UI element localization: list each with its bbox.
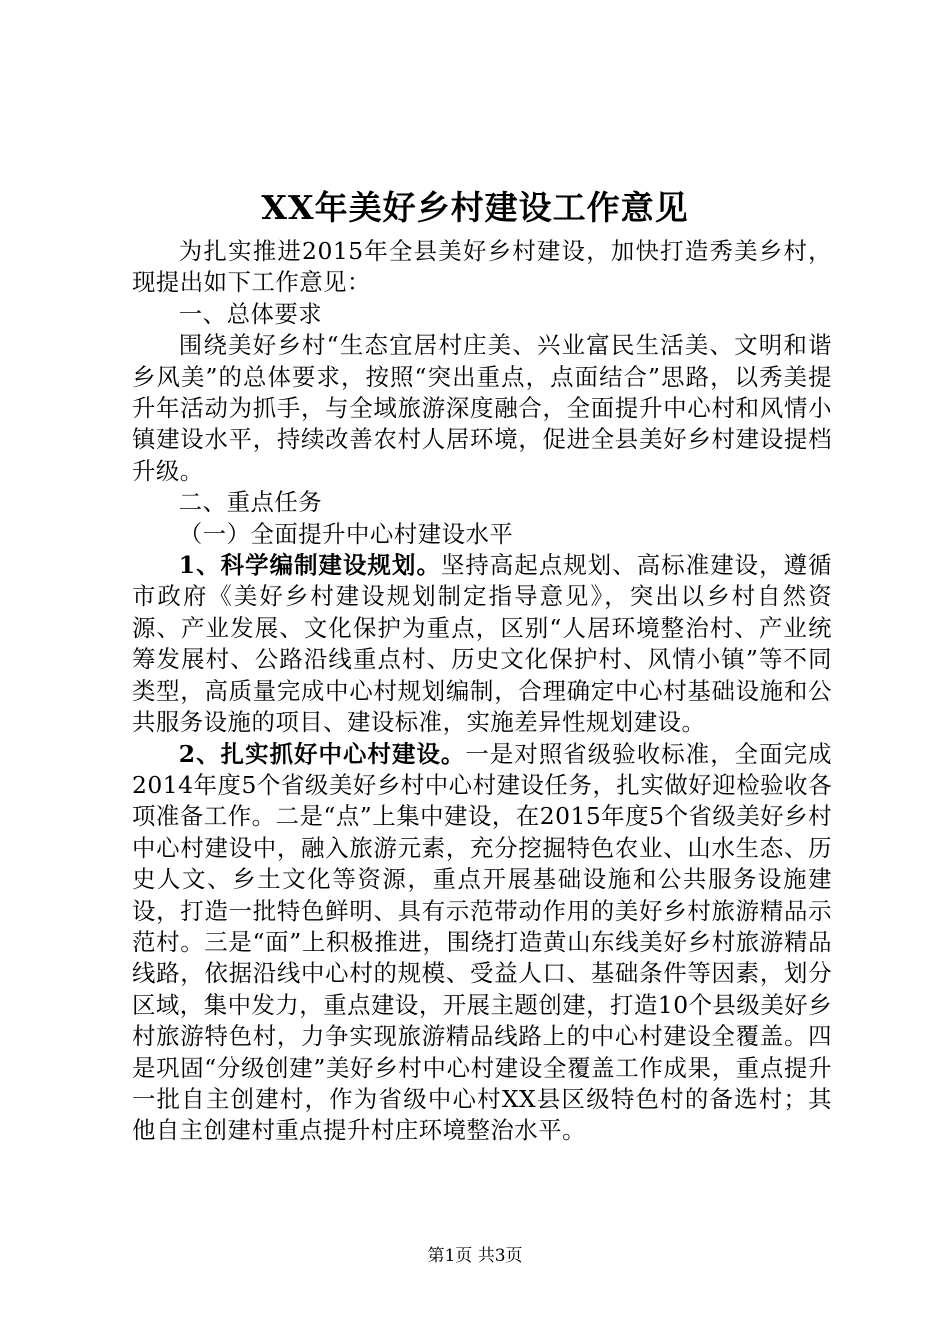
document-body xyxy=(132,236,832,1147)
intro-paragraph: 为扎实推进2015年全县美好乡村建设，加快打造秀美乡村，现提出如下工作意见： xyxy=(132,237,832,297)
item-planning-text: 坚持高起点规划、高标准建设，遵循市政府《美好乡村建设规划制定指导意见》，突出以乡村自然资源、产业发展、文化保护为重点，区别“人居环境整治村、产业统筹发展村、公路沿线重点村、历史文化保护村、风情小镇”等不同类型，高质量完成中心村规划编制，合理确定中心村基础设施和公共服务设施的项目、建设标准，实施差异性规划建设。 xyxy=(132,551,832,737)
item-planning-paragraph xyxy=(132,550,832,738)
item-construction-text: 一是对照省级验收标准，全面完成2014年度5个省级美好乡村中心村建设任务，扎实做好迎检验收各项准备工作。二是“点”上集中建设，在2015年度5个省级美好乡村中心村建设中，融入旅游元素，充分挖掘特色农业、山水生态、历史人文、乡土文化等资源，重点开展基础设施和公共服务设施建设，打造一批特色鲜明、具有示范带动作用的美好乡村旅游精品示范村。三是“面”上积极推进，围绕打造黄山东线美好乡村旅游精品线路，依据沿线中心村的规模、受益人口、基础条件等因素，划分区域，集中发力，重点建设，开展主题创建，打造10个县级美好乡村旅游特色村，力争实现旅游精品线路上的中心村建设全覆盖。四是巩固“分级创建”美好乡村中心村建设全覆盖工作成果，重点提升一批自主创建村，作为省级中心村XX县区级特色村的备选村；其他自主创建村重点提升村庄环境整治水平。 xyxy=(132,739,832,1145)
section-heading-key-tasks: 二、重点任务 xyxy=(178,488,323,517)
item-planning-title: 1、科学编制建设规划。 xyxy=(178,551,441,580)
item-construction-paragraph xyxy=(132,739,832,1147)
general-requirements-paragraph: 围绕美好乡村“生态宜居村庄美、兴业富民生活美、文明和谐乡风美”的总体要求，按照“突出重点，点面结合”思路，以秀美提升年活动为抓手，与全域旅游深度融合，全面提升中心村和风情小镇建设水平，持续改善农村人居环境，促进全县美好乡村建设提档升级。 xyxy=(132,331,832,485)
subsection-heading-central-villages: （一）全面提升中心村建设水平 xyxy=(178,519,514,548)
item-construction-title: 2、扎实抓好中心村建设。 xyxy=(178,739,466,768)
page-number-footer: 第1页 共3页 xyxy=(427,1246,523,1266)
document-title: XX年美好乡村建设工作意见 xyxy=(261,188,689,227)
section-heading-general-requirements: 一、总体要求 xyxy=(178,299,323,328)
